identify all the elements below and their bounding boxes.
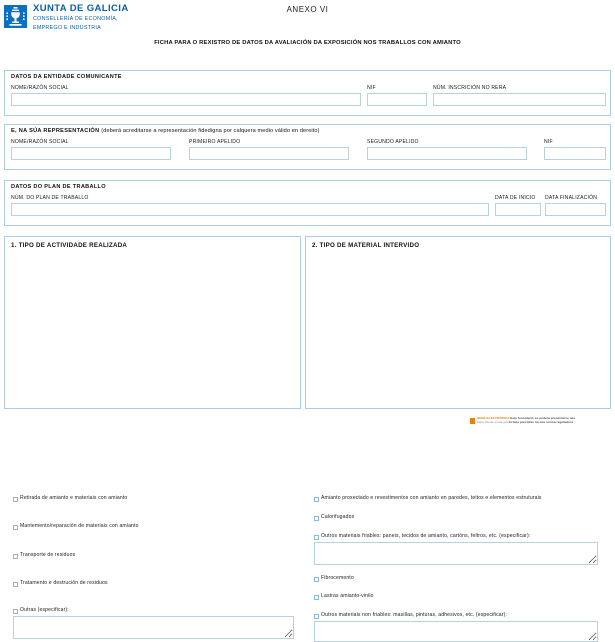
checkbox-calorifugados[interactable] — [314, 516, 319, 521]
checkbox-row-fibrocemento[interactable] — [314, 576, 354, 582]
field-label: NOME/RAZÓN SOCIAL — [11, 139, 69, 145]
checkbox-label: Calorifugados — [321, 514, 355, 520]
sede-electronica-label: SEDE ELECTRÓNICA — [477, 416, 510, 420]
field-label: NÚM. INSCRICIÓN NO RERA — [433, 85, 507, 91]
checkbox-outras[interactable] — [13, 609, 18, 614]
checkbox-label: Mantemento/reparación de materiais con amianto — [20, 523, 139, 529]
field-label: NIF — [367, 85, 376, 91]
section-entidade-comunicante — [4, 70, 611, 116]
section-representacion-title-note: (deberá acreditarse a representación fidedigna por calquera medio válido en dereito) — [101, 128, 320, 134]
checkbox-label: Transporte de residuos — [20, 552, 76, 558]
checkbox-fibrocemento[interactable] — [314, 577, 319, 582]
section-plan-title: DATOS DO PLAN DE TRABALLO — [11, 184, 106, 190]
section-representacion — [4, 124, 611, 170]
section-plan-traballo — [4, 180, 611, 226]
checkbox-label: Retirada de amianto e materiais con amianto — [20, 495, 128, 501]
material-friables-textarea[interactable] — [314, 542, 598, 565]
nome-razon-social-input[interactable] — [11, 93, 361, 106]
sede-link[interactable]: https://sede.xunta.gal — [477, 420, 508, 425]
checkbox-lastras[interactable] — [314, 595, 319, 600]
page-header — [0, 0, 615, 62]
checkbox-row-outras[interactable] — [13, 608, 69, 614]
nif-input[interactable] — [367, 93, 427, 106]
field-label: NOME/RAZÓN SOCIAL — [11, 85, 69, 91]
actividade-outras-textarea[interactable] — [13, 616, 294, 639]
checkbox-row-outros-non-friables[interactable] — [314, 613, 507, 619]
checkbox-row-amianto-proxectado[interactable] — [314, 496, 542, 502]
checkbox-label: Amianto proxectado e revestimentos con amianto en paredes, teitos e elementos estruturais — [321, 495, 542, 501]
section-entidade-title: DATOS DA ENTIDADE COMUNICANTE — [11, 74, 122, 80]
section-representacion-title — [11, 128, 320, 134]
checkbox-label: Outras (especificar): — [20, 607, 69, 613]
rep-primeiro-apelido-input[interactable] — [189, 147, 349, 160]
footer-body — [477, 417, 575, 425]
field-label: DATA FINALIZACIÓN — [545, 195, 598, 201]
checkbox-tratamento[interactable] — [13, 582, 18, 587]
checkbox-row-retirada[interactable] — [13, 496, 127, 502]
field-label: PRIMEIRO APELIDO — [189, 139, 241, 145]
sede-electronica-icon — [470, 418, 475, 424]
checkbox-row-calorifugados[interactable] — [314, 515, 354, 521]
data-finalizacion-input[interactable] — [545, 203, 606, 216]
field-label: DATA DE INICIO — [495, 195, 536, 201]
page-title: FICHA PARA O REXISTRO DE DATOS DA AVALIACIÓN DA EXPOSICIÓN NOS TRABALLOS CON AMIANTO — [154, 40, 461, 46]
brand-subtitle-line-1: CONSELLERÍA DE ECONOMÍA, — [33, 16, 118, 22]
checkbox-label: Outros materiais friables: paneis, tecidos de amianto, cartóns, feltros, etc. (especificar): — [321, 533, 531, 539]
checkbox-outros-friables[interactable] — [314, 535, 319, 540]
section-tipo-actividade — [4, 236, 301, 613]
checkbox-retirada[interactable] — [13, 497, 18, 502]
rep-segundo-apelido-input[interactable] — [367, 147, 527, 160]
footer-text-2: formas previstas na súa norma reguladora — [508, 420, 574, 425]
brand-subtitle-line-2: EMPREGO E INDUSTRIA — [33, 24, 101, 31]
checkbox-outros-non-friables[interactable] — [314, 614, 319, 619]
brand-title: XUNTA DE GALICIA — [33, 3, 129, 14]
checkbox-label: Fibrocemento — [321, 575, 354, 581]
checkbox-row-mantemento[interactable] — [13, 524, 139, 530]
checkbox-amianto-proxectado[interactable] — [314, 497, 319, 502]
checkbox-row-lastras[interactable] — [314, 594, 374, 600]
checkbox-row-tratamento[interactable] — [13, 581, 108, 587]
section-representacion-title-main: E, NA SÚA REPRESENTACIÓN — [11, 128, 100, 134]
field-label: SEGUNDO APELIDO — [367, 139, 419, 145]
checkbox-row-outros-friables[interactable] — [314, 534, 530, 540]
num-plan-traballo-input[interactable] — [11, 203, 489, 216]
checkbox-row-transporte[interactable] — [13, 553, 75, 559]
rep-nome-razon-social-input[interactable] — [11, 147, 171, 160]
num-inscricion-rera-input[interactable] — [433, 93, 606, 106]
checkbox-transporte[interactable] — [13, 554, 18, 559]
checkbox-label: Outros materiais non friables: masillas, pinturas, adhesivos, etc. (especificar): — [321, 612, 508, 618]
section-tipo-material-title: 2. TIPO DE MATERIAL INTERVIDO — [312, 242, 420, 249]
checkbox-mantemento[interactable] — [13, 525, 18, 530]
annex-label: ANEXO VI — [286, 5, 329, 14]
footer-text-1: Este formulario só poderá presentarse nas — [510, 416, 576, 420]
footer-line-2 — [477, 421, 575, 425]
data-inicio-input[interactable] — [495, 203, 541, 216]
material-non-friables-textarea[interactable] — [314, 621, 598, 642]
checkbox-label: Lastras amianto-vinilo — [321, 593, 374, 599]
footer-sede-electronica — [470, 417, 613, 425]
field-label: NÚM. DO PLAN DE TRABALLO — [11, 195, 89, 201]
checkbox-label: Tratamento e destrución de residuos — [20, 580, 108, 586]
rep-nif-input[interactable] — [544, 147, 606, 160]
section-tipo-actividade-title: 1. TIPO DE ACTIVIDADE REALIZADA — [11, 242, 128, 249]
field-label: NIF — [544, 139, 553, 145]
